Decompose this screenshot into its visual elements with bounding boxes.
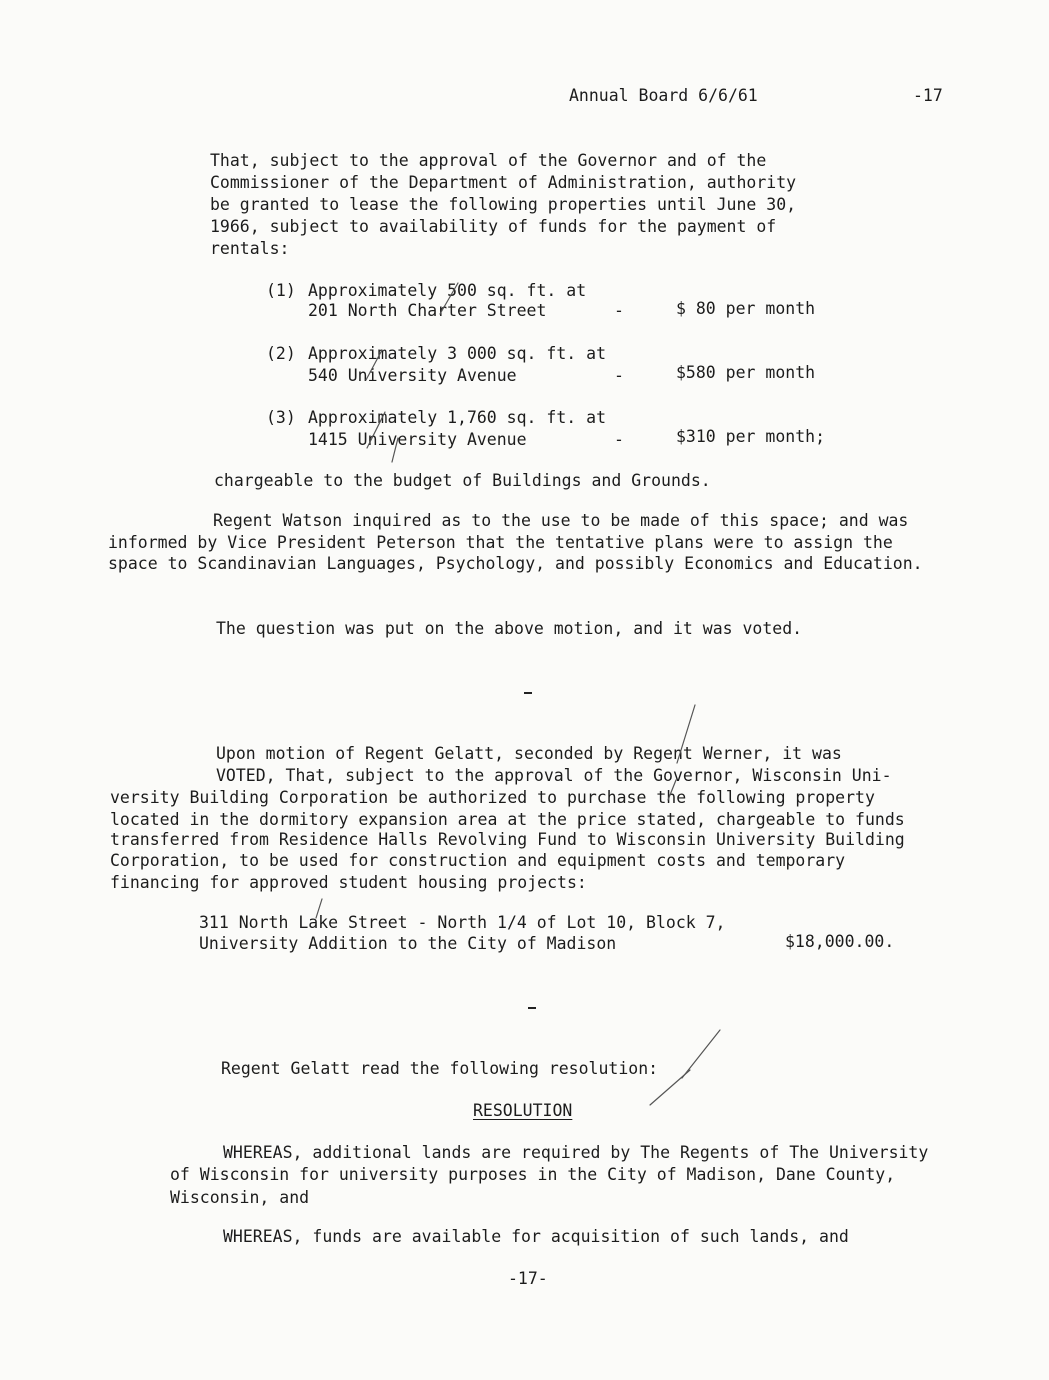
text-line: be granted to lease the following properties until June 30, <box>210 195 797 214</box>
text-line: Wisconsin, and <box>170 1188 310 1207</box>
property-rent: $580 per month <box>676 363 816 382</box>
text-line: located in the dormitory expansion area at the price stated, chargeable to funds <box>110 810 905 829</box>
property-description: 311 North Lake Street - North 1/4 of Lot 10, Block 7, <box>199 913 726 932</box>
text-line: Corporation, to be used for construction and equipment costs and temporary <box>110 851 846 870</box>
property-price: $18,000.00. <box>785 932 895 951</box>
property-description: University Addition to the City of Madison <box>199 934 617 953</box>
whereas-clause: WHEREAS, funds are available for acquisition of such lands, and <box>223 1227 849 1246</box>
property-rent: $310 per month; <box>676 427 826 446</box>
text-line: financing for approved student housing projects: <box>110 873 587 892</box>
property-address: 1415 University Avenue <box>308 430 527 449</box>
text-line: VOTED, That, subject to the approval of the Governor, Wisconsin Uni- <box>216 766 892 785</box>
resolution-title: RESOLUTION <box>473 1101 573 1120</box>
text-line: informed by Vice President Peterson that the tentative plans were to assign the <box>108 533 893 552</box>
text-line: 1966, subject to availability of funds for the payment of <box>210 217 777 236</box>
text-line: rentals: <box>210 239 290 258</box>
resolution-intro: Regent Gelatt read the following resolution: <box>221 1059 659 1078</box>
chargeable-line: chargeable to the budget of Buildings and Grounds. <box>214 471 711 490</box>
header-page-number: -17 <box>913 86 943 105</box>
separator-dash: - <box>614 301 624 320</box>
text-line: Upon motion of Regent Gelatt, seconded by Regent Werner, it was <box>216 744 842 763</box>
property-address: 540 University Avenue <box>308 366 517 385</box>
separator-dash: - <box>614 366 624 385</box>
text-line: WHEREAS, additional lands are required by The Regents of The University <box>223 1143 929 1162</box>
footer-page-number: -17- <box>508 1269 548 1288</box>
text-line: transferred from Residence Halls Revolving Fund to Wisconsin University Building <box>110 830 905 849</box>
section-divider <box>524 692 532 694</box>
property-size: Approximately 3 000 sq. ft. at <box>308 344 607 363</box>
text-line: Commissioner of the Department of Administration, authority <box>210 173 797 192</box>
property-address: 201 North Charter Street <box>308 301 547 320</box>
separator-dash: - <box>614 430 624 449</box>
text-line: space to Scandinavian Languages, Psychology, and possibly Economics and Education. <box>108 554 923 573</box>
header-title: Annual Board 6/6/61 <box>569 86 758 105</box>
text-line: of Wisconsin for university purposes in the City of Madison, Dane County, <box>170 1165 896 1184</box>
text-line: That, subject to the approval of the Governor and of the <box>210 151 767 170</box>
question-line: The question was put on the above motion, and it was voted. <box>216 619 803 638</box>
text-line: versity Building Corporation be authorized to purchase the following property <box>110 788 875 807</box>
property-size: Approximately 500 sq. ft. at <box>308 281 587 300</box>
property-number: (2) <box>266 344 296 363</box>
property-number: (3) <box>266 408 296 427</box>
text-line: Regent Watson inquired as to the use to be made of this space; and was <box>213 511 909 530</box>
property-size: Approximately 1,760 sq. ft. at <box>308 408 607 427</box>
section-divider <box>528 1007 536 1009</box>
property-rent: $ 80 per month <box>676 299 816 318</box>
property-number: (1) <box>266 281 296 300</box>
